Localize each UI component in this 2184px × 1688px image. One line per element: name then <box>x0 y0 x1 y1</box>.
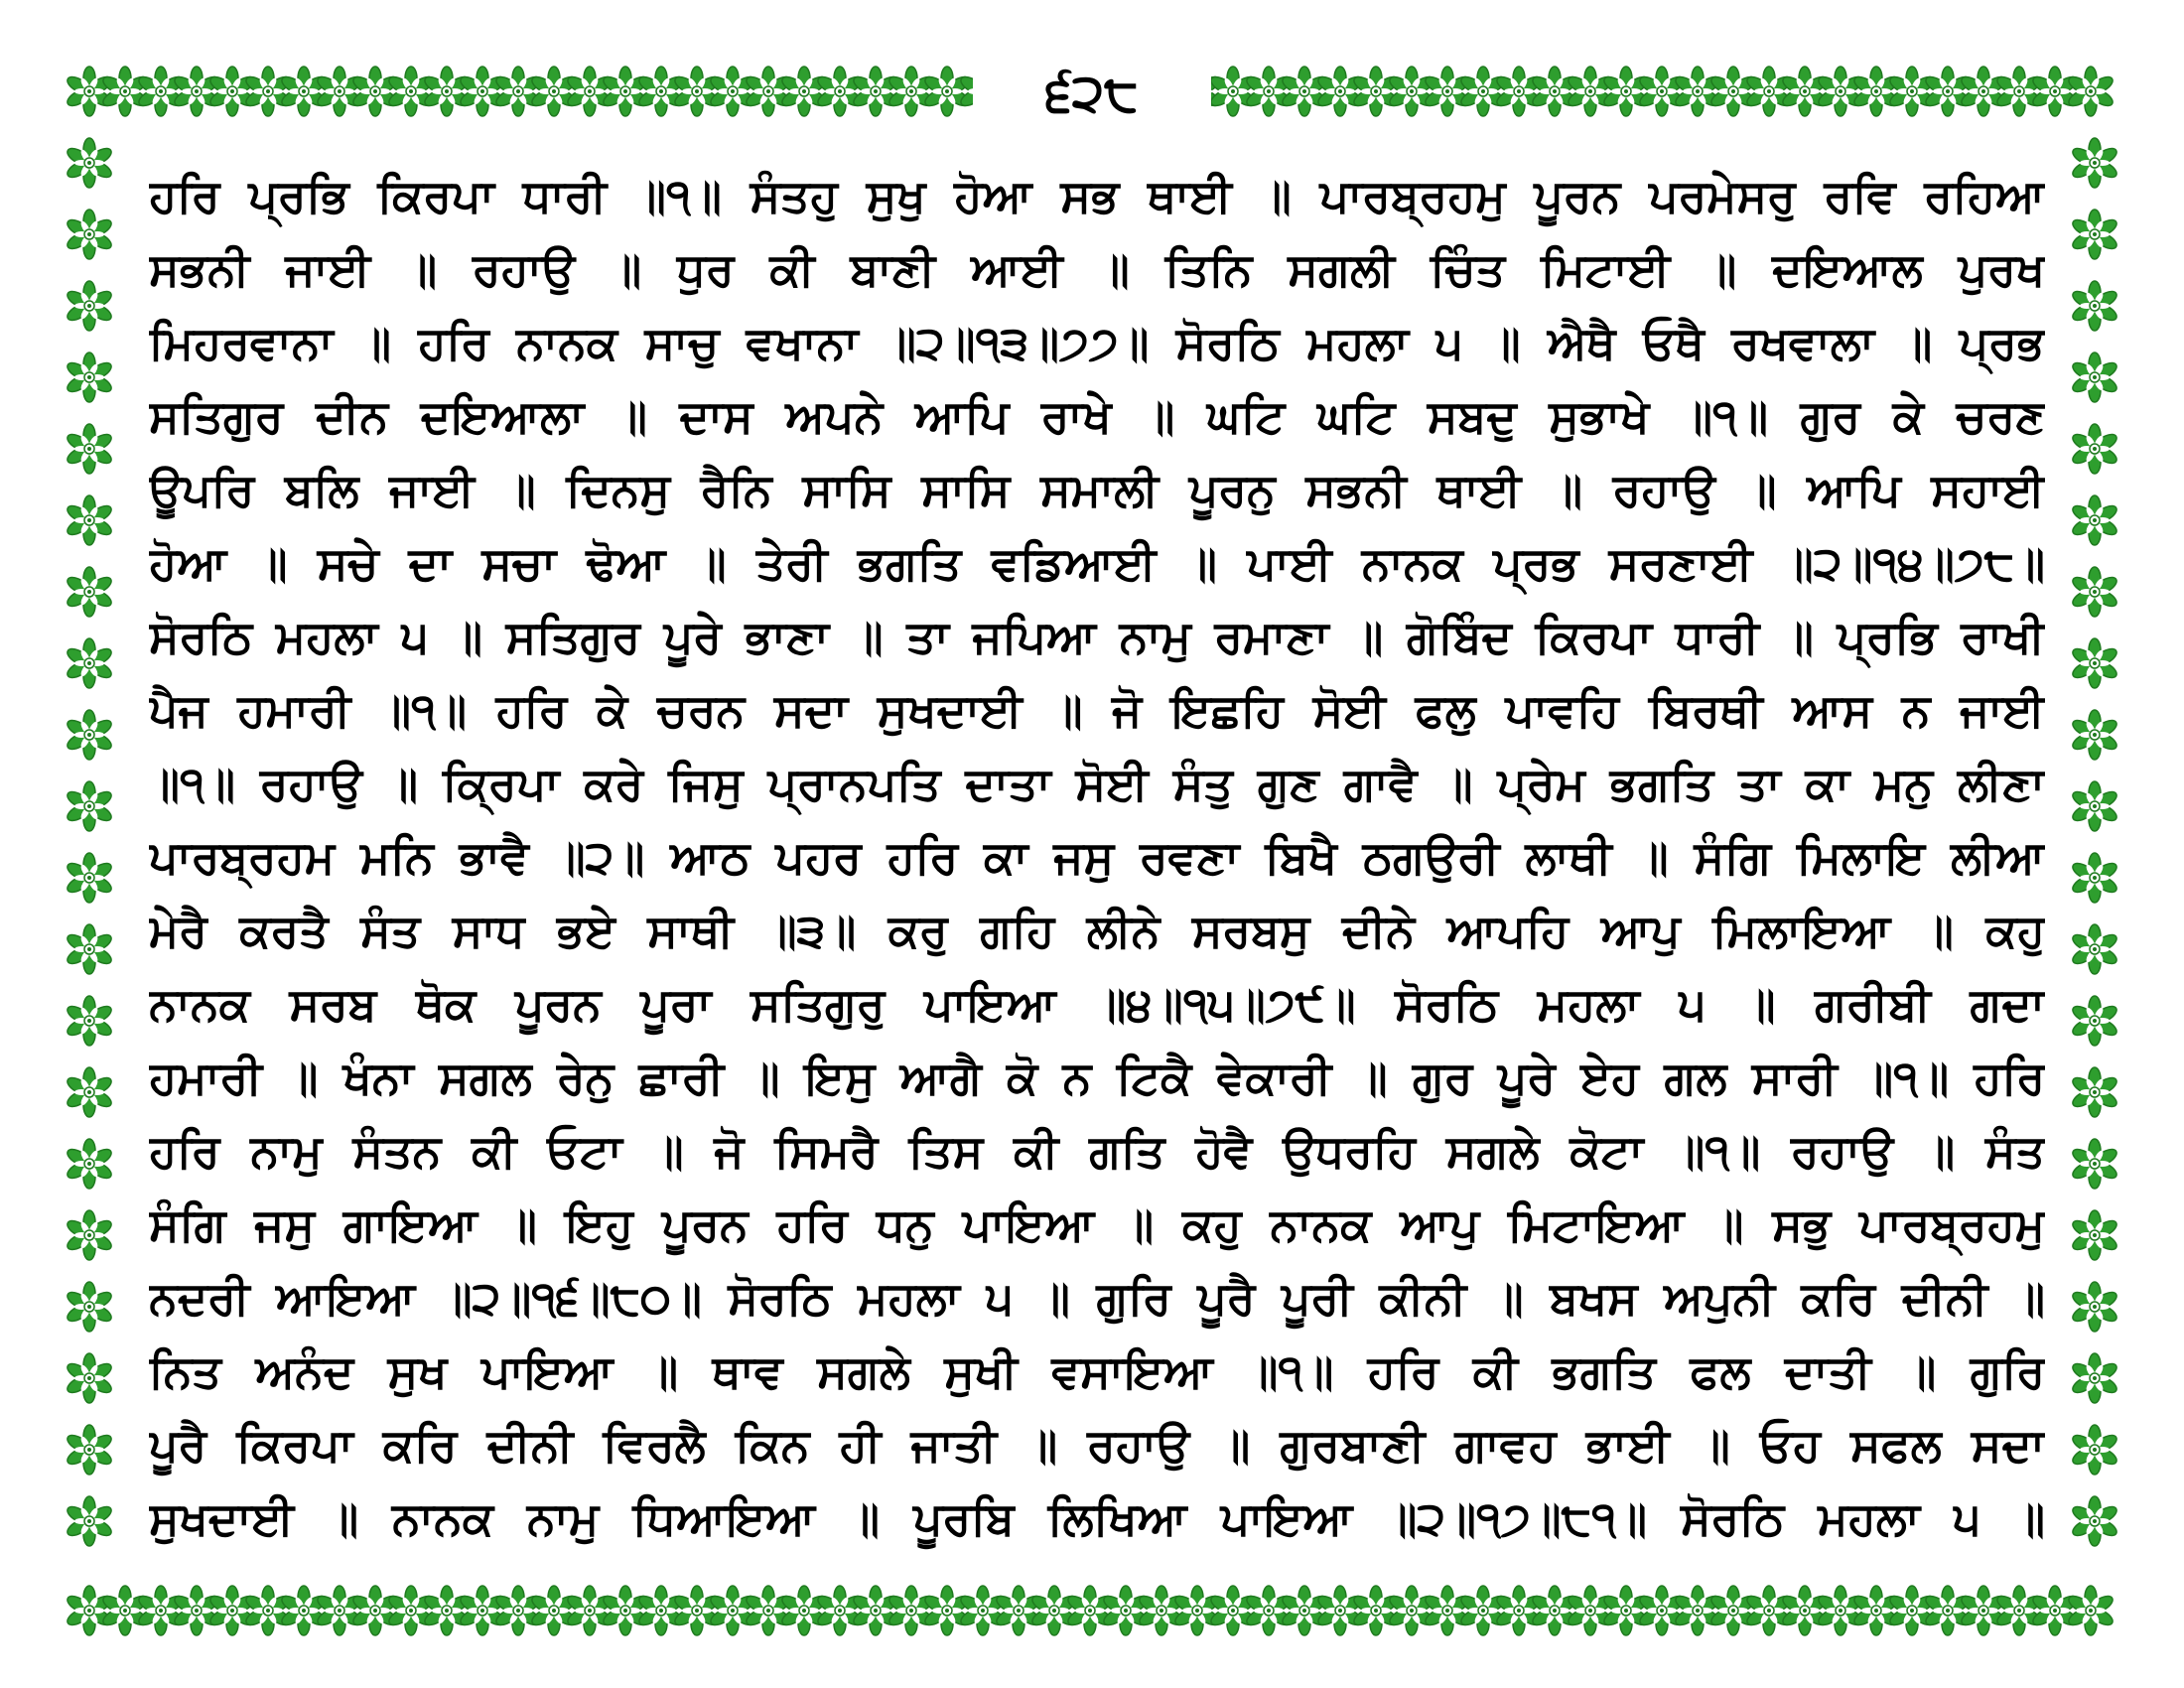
flower-ornament-icon <box>2070 495 2118 545</box>
flower-ornament-icon <box>350 1586 399 1635</box>
text-line: ਸੋਰਠਿ ਮਹਲਾ ੫ ॥ ਸਤਿਗੁਰ ਪੂਰੇ ਭਾਣਾ ॥ ਤਾ ਜਪਿਆ ਨਾਮੁ ਰਮਾਣਾ ॥ ਗੋਬਿੰਦ ਕਿਰਪਾ ਧਾਰੀ ॥ ਪ੍ਰਭਿ ਰਾਖੀ <box>149 610 2045 663</box>
flower-ornament-icon <box>65 1139 113 1189</box>
flower-ornament-icon <box>994 1586 1042 1635</box>
flower-ornament-icon <box>1244 1586 1293 1635</box>
flower-ornament-icon <box>636 1586 685 1635</box>
flower-ornament-icon <box>1315 67 1364 116</box>
flower-ornament-icon <box>315 67 363 116</box>
flower-ornament-icon <box>65 495 113 545</box>
flower-ornament-icon <box>100 1586 149 1635</box>
flower-ornament-icon <box>1673 67 1721 116</box>
flower-ornament-icon <box>493 67 542 116</box>
text-line: ਪਾਰਬ੍ਰਹਮ ਮਨਿ ਭਾਵੈ ॥੨॥ ਆਠ ਪਹਰ ਹਰਿ ਕਾ ਜਸੁ ਰਵਣਾ ਬਿਖੈ ਠਗਉਰੀ ਲਾਥੀ ॥ ਸੰਗਿ ਮਿਲਾਇ ਲੀਆ <box>149 830 2045 884</box>
text-line: ॥੧॥ ਰਹਾਉ ॥ ਕ੍ਰਿਪਾ ਕਰੇ ਜਿਸੁ ਪ੍ਰਾਨਪਤਿ ਦਾਤਾ ਸੋਈ ਸੰਤੁ ਗੁਣ ਗਾਵੈ ॥ ਪ੍ਰੇਮ ਭਗਤਿ ਤਾ ਕਾ ਮਨੁ ਲੀਣਾ <box>149 757 2045 810</box>
flower-ornament-icon <box>887 67 935 116</box>
flower-ornament-icon <box>458 1586 506 1635</box>
flower-ornament-icon <box>2070 1496 2118 1546</box>
flower-ornament-icon <box>65 781 113 831</box>
flower-ornament-icon <box>1887 67 1936 116</box>
flower-ornament-icon <box>1744 1586 1793 1635</box>
flower-ornament-icon <box>1137 1586 1185 1635</box>
flower-ornament-icon <box>1887 1586 1936 1635</box>
flower-ornament-icon <box>1351 1586 1400 1635</box>
flower-ornament-icon <box>2070 1210 2118 1260</box>
flower-ornament-icon <box>672 67 721 116</box>
flower-ornament-icon <box>1816 1586 1864 1635</box>
text-line: ਸਤਿਗੁਰ ਦੀਨ ਦਇਆਲਾ ॥ ਦਾਸ ਅਪਨੇ ਆਪਿ ਰਾਖੇ ॥ ਘਟਿ ਘਟਿ ਸਬਦੁ ਸੁਭਾਖੇ ॥੧॥ ਗੁਰ ਕੇ ਚਰਣ <box>149 389 2045 443</box>
flower-ornament-icon <box>65 924 113 974</box>
text-line: ਹਰਿ ਨਾਮੁ ਸੰਤਨ ਕੀ ਓਟਾ ॥ ਜੋ ਸਿਮਰੈ ਤਿਸ ਕੀ ਗਤਿ ਹੋਵੈ ਉਧਰਹਿ ਸਗਲੇ ਕੋਟਾ ॥੧॥ ਰਹਾਉ ॥ ਸੰਤ <box>149 1124 2045 1178</box>
flower-ornament-icon <box>1923 67 1972 116</box>
flower-ornament-icon <box>2070 853 2118 903</box>
flower-ornament-icon <box>65 281 113 331</box>
flower-ornament-icon <box>1208 1586 1257 1635</box>
flower-ornament-icon <box>65 996 113 1046</box>
flower-ornament-icon <box>65 638 113 688</box>
flower-ornament-icon <box>922 1586 971 1635</box>
flower-ornament-icon <box>2030 1586 2079 1635</box>
flower-ornament-icon <box>1994 67 2043 116</box>
flower-ornament-icon <box>493 1586 542 1635</box>
flower-ornament-icon <box>2070 1425 2118 1475</box>
flower-ornament-icon <box>243 1586 292 1635</box>
text-line: ਸਭਨੀ ਜਾਈ ॥ ਰਹਾਉ ॥ ਧੁਰ ਕੀ ਬਾਣੀ ਆਈ ॥ ਤਿਨਿ ਸਗਲੀ ਚਿੰਤ ਮਿਟਾਈ ॥ ਦਇਆਲ ਪੁਰਖ <box>149 242 2045 296</box>
flower-ornament-icon <box>65 710 113 760</box>
flower-ornament-icon <box>1351 67 1400 116</box>
flower-ornament-icon <box>1458 67 1507 116</box>
flower-ornament-icon <box>2066 1586 2115 1635</box>
flower-ornament-icon <box>422 1586 471 1635</box>
flower-ornament-icon <box>1851 1586 1900 1635</box>
flower-ornament-icon <box>1816 67 1864 116</box>
flower-ornament-icon <box>422 67 471 116</box>
flower-ornament-icon <box>887 1586 935 1635</box>
flower-ornament-icon <box>1315 1586 1364 1635</box>
text-line: ਮੇਰੈ ਕਰਤੈ ਸੰਤ ਸਾਧ ਭਏ ਸਾਥੀ ॥੩॥ ਕਰੁ ਗਹਿ ਲੀਨੇ ਸਰਬਸੁ ਦੀਨੇ ਆਪਹਿ ਆਪੁ ਮਿਲਾਇਆ ॥ ਕਹੁ <box>149 904 2045 957</box>
flower-ornament-icon <box>136 67 185 116</box>
flower-ornament-icon <box>65 853 113 903</box>
text-line: ਪੂਰੈ ਕਿਰਪਾ ਕਰਿ ਦੀਨੀ ਵਿਰਲੈ ਕਿਨ ਹੀ ਜਾਤੀ ॥ ਰਹਾਉ ॥ ਗੁਰਬਾਣੀ ਗਾਵਹ ਭਾਈ ॥ ਓਹ ਸਫਲ ਸਦਾ <box>149 1418 2045 1472</box>
text-line: ਸੰਗਿ ਜਸੁ ਗਾਇਆ ॥ ਇਹੁ ਪੂਰਨ ਹਰਿ ਧਨੁ ਪਾਇਆ ॥ ਕਹੁ ਨਾਨਕ ਆਪੁ ਮਿਟਾਇਆ ॥ ਸਭੁ ਪਾਰਬ੍ਰਹਮੁ <box>149 1197 2045 1251</box>
flower-ornament-icon <box>2070 996 2118 1046</box>
flower-ornament-icon <box>65 1425 113 1475</box>
flower-ornament-icon <box>1208 67 1257 116</box>
flower-ornament-icon <box>565 67 614 116</box>
flower-ornament-icon <box>958 1586 1007 1635</box>
flower-ornament-icon <box>1566 67 1614 116</box>
flower-ornament-icon <box>1387 67 1435 116</box>
flower-ornament-icon <box>2066 67 2115 116</box>
flower-ornament-icon <box>1494 1586 1543 1635</box>
flower-ornament-icon <box>65 1353 113 1403</box>
flower-ornament-icon <box>708 1586 756 1635</box>
flower-ornament-icon <box>65 1210 113 1260</box>
flower-ornament-icon <box>2070 781 2118 831</box>
flower-ornament-icon <box>1994 1586 2043 1635</box>
flower-ornament-icon <box>2070 1067 2118 1117</box>
flower-ornament-icon <box>815 67 864 116</box>
flower-ornament-icon <box>2070 1282 2118 1332</box>
flower-ornament-icon <box>1244 67 1293 116</box>
flower-ornament-icon <box>1673 1586 1721 1635</box>
flower-ornament-icon <box>172 67 220 116</box>
flower-ornament-icon <box>1601 67 1650 116</box>
flower-ornament-icon <box>207 1586 256 1635</box>
text-line: ਹੋਆ ॥ ਸਚੇ ਦਾ ਸਚਾ ਢੋਆ ॥ ਤੇਰੀ ਭਗਤਿ ਵਡਿਆਈ ॥ ਪਾਈ ਨਾਨਕ ਪ੍ਰਭ ਸਰਣਾਈ ॥੨॥੧੪॥੭੮॥ <box>149 536 2045 590</box>
flower-ornament-icon <box>779 67 828 116</box>
flower-ornament-icon <box>1423 67 1471 116</box>
text-line: ਸੁਖਦਾਈ ॥ ਨਾਨਕ ਨਾਮੁ ਧਿਆਇਆ ॥ ਪੂਰਬਿ ਲਿਖਿਆ ਪਾਇਆ ॥੨॥੧੭॥੮੧॥ ਸੋਰਠਿ ਮਹਲਾ ੫ ॥ <box>149 1491 2045 1545</box>
flower-ornament-icon <box>1530 67 1578 116</box>
flower-ornament-icon <box>636 67 685 116</box>
flower-ornament-icon <box>1744 67 1793 116</box>
flower-ornament-icon <box>279 1586 328 1635</box>
flower-ornament-icon <box>2070 424 2118 474</box>
flower-ornament-icon <box>1959 67 2007 116</box>
flower-ornament-icon <box>1780 67 1829 116</box>
flower-ornament-icon <box>65 138 113 188</box>
flower-ornament-icon <box>1637 67 1686 116</box>
flower-ornament-icon <box>1601 1586 1650 1635</box>
flower-ornament-icon <box>1423 1586 1471 1635</box>
flower-ornament-icon <box>851 1586 899 1635</box>
text-line: ਹਰਿ ਪ੍ਰਭਿ ਕਿਰਪਾ ਧਾਰੀ ॥੧॥ ਸੰਤਹੁ ਸੁਖੁ ਹੋਆ ਸਭ ਥਾਈ ॥ ਪਾਰਬ੍ਰਹਮੁ ਪੂਰਨ ਪਰਮੇਸਰੁ ਰਵਿ ਰਹਿਆ <box>149 169 2045 222</box>
flower-ornament-icon <box>851 67 899 116</box>
flower-ornament-icon <box>2070 1353 2118 1403</box>
flower-ornament-icon <box>779 1586 828 1635</box>
flower-ornament-icon <box>315 1586 363 1635</box>
flower-ornament-icon <box>386 67 435 116</box>
flower-ornament-icon <box>1172 1586 1221 1635</box>
flower-ornament-icon <box>1566 1586 1614 1635</box>
text-line: ਪੈਜ ਹਮਾਰੀ ॥੧॥ ਹਰਿ ਕੇ ਚਰਨ ਸਦਾ ਸੁਖਦਾਈ ॥ ਜੋ ਇਛਹਿ ਸੋਈ ਫਲੁ ਪਾਵਹਿ ਬਿਰਥੀ ਆਸ ਨ ਜਾਈ <box>149 683 2045 737</box>
flower-ornament-icon <box>386 1586 435 1635</box>
flower-ornament-icon <box>1280 1586 1328 1635</box>
flower-ornament-icon <box>744 1586 792 1635</box>
flower-ornament-icon <box>1923 1586 1972 1635</box>
flower-ornament-icon <box>65 210 113 259</box>
flower-ornament-icon <box>65 352 113 402</box>
flower-ornament-icon <box>1959 1586 2007 1635</box>
flower-ornament-icon <box>529 1586 578 1635</box>
flower-ornament-icon <box>279 67 328 116</box>
flower-ornament-icon <box>1708 1586 1757 1635</box>
flower-ornament-icon <box>601 1586 649 1635</box>
flower-ornament-icon <box>1387 1586 1435 1635</box>
flower-ornament-icon <box>2070 638 2118 688</box>
flower-ornament-icon <box>601 67 649 116</box>
flower-ornament-icon <box>1280 67 1328 116</box>
flower-ornament-icon <box>2070 1139 2118 1189</box>
text-line: ਨਿਤ ਅਨੰਦ ਸੁਖ ਪਾਇਆ ॥ ਥਾਵ ਸਗਲੇ ਸੁਖੀ ਵਸਾਇਆ ॥੧॥ ਹਰਿ ਕੀ ਭਗਤਿ ਫਲ ਦਾਤੀ ॥ ਗੁਰਿ <box>149 1344 2045 1398</box>
flower-ornament-icon <box>922 67 971 116</box>
flower-ornament-icon <box>672 1586 721 1635</box>
text-line: ਊਪਰਿ ਬਲਿ ਜਾਈ ॥ ਦਿਨਸੁ ਰੈਨਿ ਸਾਸਿ ਸਾਸਿ ਸਮਾਲੀ ਪੂਰਨੁ ਸਭਨੀ ਥਾਈ ॥ ਰਹਾਉ ॥ ਆਪਿ ਸਹਾਈ <box>149 463 2045 516</box>
text-line: ਮਿਹਰਵਾਨਾ ॥ ਹਰਿ ਨਾਨਕ ਸਾਚੁ ਵਖਾਨਾ ॥੨॥੧੩॥੭੭॥ ਸੋਰਠਿ ਮਹਲਾ ੫ ॥ ਐਥੈ ਓਥੈ ਰਖਵਾਲਾ ॥ ਪ੍ਰਭ <box>149 316 2045 369</box>
flower-ornament-icon <box>529 67 578 116</box>
flower-ornament-icon <box>100 67 149 116</box>
flower-ornament-icon <box>172 1586 220 1635</box>
flower-ornament-icon <box>65 567 113 617</box>
flower-ornament-icon <box>565 1586 614 1635</box>
flower-ornament-icon <box>1065 1586 1114 1635</box>
text-line: ਨਾਨਕ ਸਰਬ ਥੋਕ ਪੂਰਨ ਪੂਰਾ ਸਤਿਗੁਰੁ ਪਾਇਆ ॥੪॥੧੫॥੭੯॥ ਸੋਰਠਿ ਮਹਲਾ ੫ ॥ ਗਰੀਬੀ ਗਦਾ <box>149 977 2045 1031</box>
flower-ornament-icon <box>815 1586 864 1635</box>
gurbani-text-block <box>149 159 2045 1549</box>
flower-ornament-icon <box>207 67 256 116</box>
flower-ornament-icon <box>2070 210 2118 259</box>
flower-ornament-icon <box>1780 1586 1829 1635</box>
flower-ornament-icon <box>1530 1586 1578 1635</box>
flower-ornament-icon <box>1101 1586 1150 1635</box>
flower-ornament-icon <box>65 67 113 116</box>
flower-ornament-icon <box>1029 1586 1078 1635</box>
flower-ornament-icon <box>1851 67 1900 116</box>
flower-ornament-icon <box>1494 67 1543 116</box>
flower-ornament-icon <box>65 1282 113 1332</box>
flower-ornament-icon <box>65 1496 113 1546</box>
flower-ornament-icon <box>2070 352 2118 402</box>
flower-ornament-icon <box>744 67 792 116</box>
flower-ornament-icon <box>65 1067 113 1117</box>
text-line: ਹਮਾਰੀ ॥ ਖੰਨਾ ਸਗਲ ਰੇਨੁ ਛਾਰੀ ॥ ਇਸੁ ਆਗੈ ਕੋ ਨ ਟਿਕੈ ਵੇਕਾਰੀ ॥ ਗੁਰ ਪੂਰੇ ਏਹ ਗਲ ਸਾਰੀ ॥੧॥ ਹਰਿ <box>149 1051 2045 1104</box>
flower-ornament-icon <box>65 1586 113 1635</box>
flower-ornament-icon <box>2070 924 2118 974</box>
flower-ornament-icon <box>2070 281 2118 331</box>
flower-ornament-icon <box>2070 138 2118 188</box>
flower-ornament-icon <box>136 1586 185 1635</box>
flower-ornament-icon <box>1458 1586 1507 1635</box>
flower-ornament-icon <box>2070 567 2118 617</box>
flower-ornament-icon <box>1708 67 1757 116</box>
flower-ornament-icon <box>458 67 506 116</box>
text-line: ਨਦਰੀ ਆਇਆ ॥੨॥੧੬॥੮੦॥ ਸੋਰਠਿ ਮਹਲਾ ੫ ॥ ਗੁਰਿ ਪੂਰੈ ਪੂਰੀ ਕੀਨੀ ॥ ਬਖਸ ਅਪੁਨੀ ਕਰਿ ਦੀਨੀ ॥ <box>149 1271 2045 1325</box>
flower-ornament-icon <box>2030 67 2079 116</box>
flower-ornament-icon <box>350 67 399 116</box>
flower-ornament-icon <box>243 67 292 116</box>
page-number: ੬੨੮ <box>973 54 1211 133</box>
flower-ornament-icon <box>708 67 756 116</box>
flower-ornament-icon <box>1637 1586 1686 1635</box>
flower-ornament-icon <box>65 424 113 474</box>
flower-ornament-icon <box>2070 710 2118 760</box>
